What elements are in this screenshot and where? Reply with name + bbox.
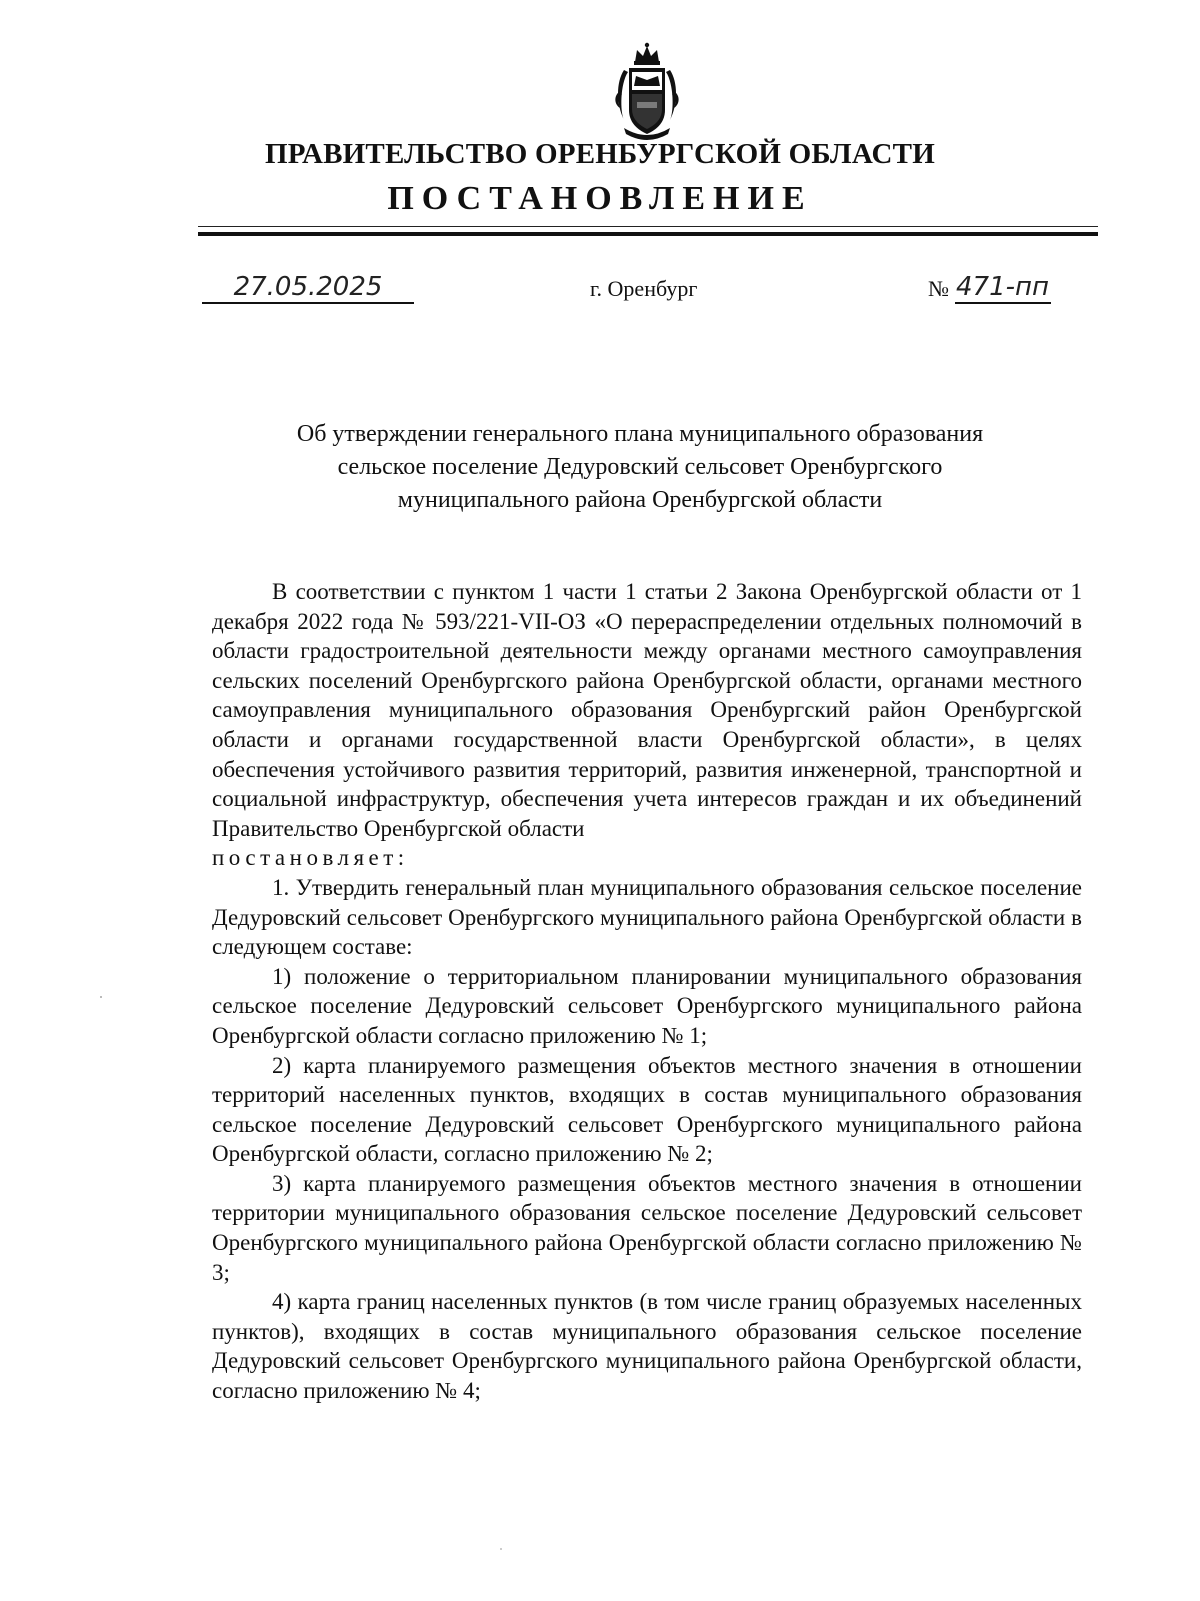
preamble-paragraph: В соответствии с пунктом 1 части 1 статьи 2 Закона Оренбургской области от 1 декабря 2022 года № 593/221-VII-ОЗ «О перераспределении отдельных полномочий в области градостроительной деятельности между органами местного самоуправления сельских поселений Оренбургского района Оренбургской области, органами местного самоуправления муниципального образования Оренбургский район Оренбургской области и органами государственной власти Оренбургской области», в целях обеспечения устойчивого развития территорий, развития инженерной, транспортной и социальной инфраструктур, обеспечения учета интересов граждан и их объединений Правительство Оренбургской области — [212, 579, 1082, 841]
number-sign: № — [928, 276, 949, 301]
header-divider-thick — [198, 232, 1098, 236]
subitem-2-paragraph: 2) карта планируемого размещения объектов местного значения в отношении территорий населенных пунктов, входящих в состав муниципального образования сельское поселение Дедуровский сельсовет Оренбургского муниципального района Оренбургской области, согласно приложению № 2; — [212, 1052, 1082, 1167]
title-line: муниципального района Оренбургской области — [397, 487, 883, 513]
organization-name: ПРАВИТЕЛЬСТВО ОРЕНБУРГСКОЙ ОБЛАСТИ — [265, 138, 935, 170]
document-title — [200, 418, 1080, 517]
document-type: ПОСТАНОВЛЕНИЕ — [387, 180, 813, 217]
document-number-value: 471-пп — [955, 272, 1049, 302]
subitem-1-paragraph: 1) положение о территориальном планировании муниципального образования сельское поселение Дедуровский сельсовет Оренбургского муниципального района Оренбургской области согласно приложению № 1; — [212, 963, 1082, 1048]
document-number — [928, 272, 1051, 304]
title-line: сельское поселение Дедуровский сельсовет Оренбургского — [337, 454, 943, 480]
title-line: Об утверждении генерального плана муниципального образования — [296, 421, 984, 447]
subitem-3-paragraph: 3) карта планируемого размещения объектов местного значения в отношении территории муниципального образования сельское поселение Дедуровский сельсовет Оренбургского муниципального района Оренбургской области согласно приложению № 3; — [212, 1170, 1082, 1285]
header-divider-thin — [198, 226, 1098, 227]
decree-word: постановляет: — [212, 845, 409, 871]
document-date: 27.05.2025 — [202, 272, 414, 304]
scan-speck — [500, 1548, 502, 1550]
item-1-paragraph: 1. Утвердить генеральный план муниципального образования сельское поселение Дедуровский сельсовет Оренбургского муниципального района Оренбургской области в следующем составе: — [212, 874, 1082, 960]
subitem-4-paragraph: 4) карта границ населенных пунктов (в том числе границ образуемых населенных пунктов), входящих в состав муниципального образования сельское поселение Дедуровский сельсовет Оренбургского муниципального района Оренбургской области, согласно приложению № 4; — [212, 1289, 1082, 1404]
document-city: г. Оренбург — [590, 276, 698, 301]
document-body — [212, 577, 1082, 1406]
orenburg-coat-of-arms-icon — [610, 42, 684, 142]
scan-speck — [100, 996, 102, 998]
